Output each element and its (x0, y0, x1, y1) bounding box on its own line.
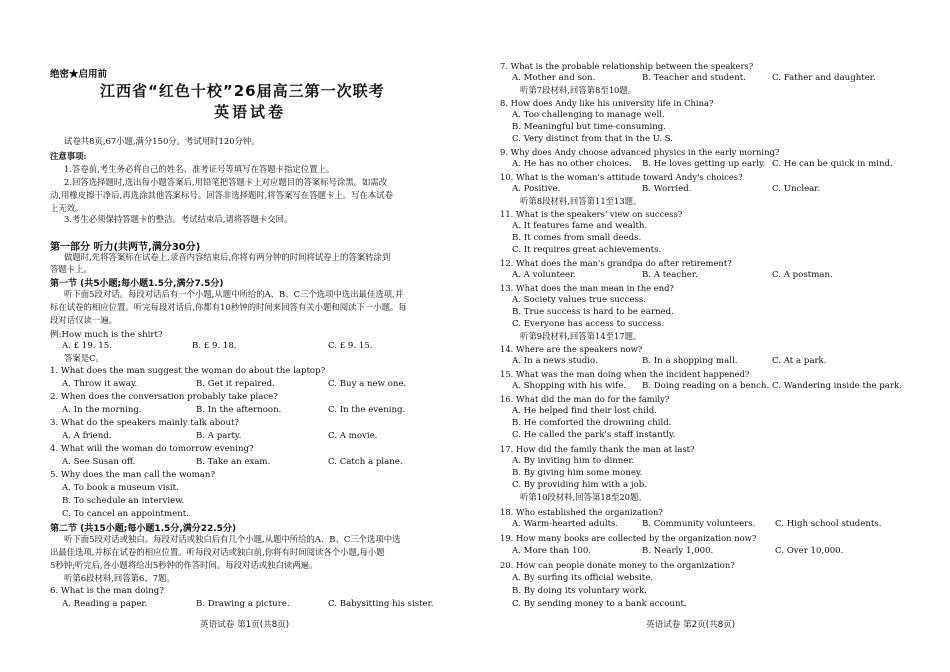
part1-instruction: 答题卡上。 (50, 264, 92, 274)
q7-option-a: A. Mother and son. (512, 73, 596, 83)
question-4: 4. What will the woman do tomorrow evening? (50, 444, 254, 454)
question-2: 2. When does the conversation probably take place? (50, 392, 278, 402)
q18-option-b: B. Community volunteers. (642, 519, 756, 529)
q5-option-b: B. To schedule an interview. (62, 496, 185, 506)
material-8-label: 听第8段材料,回答第11至13题。 (520, 196, 642, 206)
confidential-label: 绝密★启用前 (50, 69, 108, 80)
q20-option-b: B. By doing its voluntary work. (512, 586, 647, 596)
q18-option-a: A. Warm-hearted adults. (512, 519, 619, 529)
material-6-label: 听第6段材料,回答第6、7题。 (64, 573, 175, 583)
q16-option-b: B. He comforted the drowning child. (512, 418, 672, 428)
q20-option-c: C. By sending money to a bank account. (512, 599, 687, 609)
example-option-b: B. £ 9. 18. (192, 341, 237, 351)
q17-option-b: B. By giving him some money. (512, 468, 643, 478)
question-14: 14. Where are the speakers now? (500, 344, 643, 354)
q13-option-c: C. Everyone has access to success. (512, 319, 665, 329)
q12-option-a: A. A volunteer. (512, 270, 576, 280)
q11-option-a: A. It features fame and wealth. (512, 221, 648, 231)
q6-option-c: C. Babysitting his sister. (328, 599, 434, 609)
exam-info: 试卷共8页,67小题,满分150分。考试用时120分钟。 (64, 136, 260, 146)
q1-option-c: C. Buy a new one. (328, 379, 407, 389)
q15-option-c: C. Wandering inside the park. (772, 381, 902, 391)
question-18: 18. Who established the organization? (500, 507, 663, 517)
q9-option-b: B. He loves getting up early. (642, 159, 766, 169)
q10-option-a: A. Positive. (512, 184, 561, 194)
q4-option-b: B. Take an exam. (196, 457, 271, 467)
question-1: 1. What does the man suggest the woman do about the laptop? (50, 366, 326, 376)
material-7-label: 听第7段材料,回答第8至10题。 (520, 85, 637, 95)
q13-option-a: A. Society values true success. (512, 295, 647, 305)
q16-option-c: C. He called the park's staff instantly. (512, 430, 676, 440)
note-line: 上无效。 (50, 203, 84, 213)
q10-option-c: C. Unclear. (772, 184, 821, 194)
exam-subtitle: 英语试卷 (214, 103, 287, 121)
q17-option-a: A. By inviting him to dinner. (512, 456, 635, 466)
question-16: 16. What did the man do for the family? (500, 394, 670, 404)
example-answer: 答案是C。 (64, 353, 104, 363)
exam-title: 江西省“红色十校”26届高三第一次联考 (100, 82, 385, 100)
q7-option-b: B. Teacher and student. (642, 73, 746, 83)
q2-option-b: B. In the afternoon. (196, 405, 282, 415)
q3-option-c: C. A movie. (328, 431, 378, 441)
question-3: 3. What do the speakers mainly talk about? (50, 418, 240, 428)
q9-option-a: A. He has no other choices. (512, 159, 632, 169)
page-footer: 英语试卷 第1页(共8页) (200, 620, 290, 630)
q3-option-a: A. A friend. (62, 431, 112, 441)
question-13: 13. What does the man mean in the end? (500, 283, 674, 293)
q5-option-c: C. To cancel an appointment. (62, 509, 189, 519)
material-9-label: 听第9段材料,回答第14至17题。 (520, 331, 642, 341)
material-10-label: 听第10段材料,回答第18至20题。 (520, 492, 647, 502)
q8-option-b: B. Meaningful but time-consuming. (512, 122, 666, 132)
q19-option-c: C. Over 10,000. (775, 546, 844, 556)
q12-option-c: C. A postman. (772, 270, 833, 280)
question-9: 9. Why does Andy choose advanced physics in the early morning? (500, 147, 780, 157)
question-20: 20. How can people donate money to the organization? (500, 560, 735, 570)
section1-instruction: 段对话仅读一遍。 (50, 315, 117, 325)
part1-instruction: 做题时,先将答案标在试卷上,录音内容结束后,你将有两分钟的时间将试卷上的答案转涂到 (64, 252, 391, 262)
q14-option-a: A. In a news studio. (512, 356, 598, 366)
q2-option-a: A. In the morning. (62, 405, 142, 415)
q17-option-c: C. By providing him with a job. (512, 480, 647, 490)
part1-heading: 第一部分 听力(共两节,满分30分) (50, 242, 201, 253)
q15-option-a: A. Shopping with his wife. (512, 381, 627, 391)
question-12: 12. What does the man's grandpa do after retirement? (500, 258, 732, 268)
section2-instruction: 听下面5段对话或独白。每段对话或独白后有几个小题,从题中所给的A、B、C三个选项中选 (64, 534, 401, 544)
q1-option-b: B. Get it repaired. (196, 379, 275, 389)
q7-option-c: C. Father and daughter. (772, 73, 876, 83)
question-5: 5. Why does the man call the woman? (50, 470, 216, 480)
question-6: 6. What is the man doing? (50, 586, 164, 596)
q8-option-c: C. Very distinct from that in the U. S. (512, 134, 674, 144)
question-17: 17. How did the family thank the man at last? (500, 444, 695, 454)
q4-option-c: C. Catch a plane. (328, 457, 403, 467)
q13-option-b: B. True success is hard to be earned. (512, 307, 674, 317)
note-line: 动,用橡皮擦干净后,再选涂其他答案标号。回答非选择题时,将答案写在答题卡上。写在本试卷 (50, 190, 393, 200)
q14-option-b: B. In a shopping mall. (642, 356, 738, 366)
q6-option-a: A. Reading a paper. (62, 599, 148, 609)
q19-option-a: A. More than 100. (512, 546, 592, 556)
example-option-a: A. £ 19. 15. (62, 341, 112, 351)
q16-option-a: A. He helped find their lost child. (512, 406, 657, 416)
q11-option-b: B. It comes from small deeds. (512, 233, 642, 243)
note-line: 1.答卷前,考生务必将自己的姓名、准考证号等填写在答题卡指定位置上。 (64, 164, 335, 174)
q2-option-c: C. In the evening. (328, 405, 406, 415)
question-15: 15. What was the man doing when the incident happened? (500, 369, 750, 379)
section2-instruction: 出最佳选项,并标在试卷的相应位置。听每段对话或独白前,你将有时间阅读各个小题,每小题 (50, 547, 385, 557)
question-11: 11. What is the speakers' view on success? (500, 209, 683, 219)
q18-option-c: C. High school students. (775, 519, 882, 529)
section2-instruction: 5秒钟;听完后,各小题将给出5秒钟的作答时间。每段对话或独白读两遍。 (50, 560, 318, 570)
q14-option-c: C. At a park. (772, 356, 827, 366)
page-footer: 英语试卷 第2页(共8页) (646, 620, 736, 630)
q5-option-a: A. To book a museum visit. (62, 483, 179, 493)
note-line: 2.回答选择题时,选出每小题答案后,用铅笔把答题卡上对应题目的答案标号涂黑。如需改 (64, 177, 388, 187)
q11-option-c: C. It requires great achievements. (512, 245, 662, 255)
question-19: 19. How many books are collected by the organization now? (500, 533, 757, 543)
q15-option-b: B. Doing reading on a bench. (642, 381, 770, 391)
q10-option-b: B. Worried. (642, 184, 692, 194)
section1-instruction: 听下面5段对话。每段对话后有一个小题,从题中所给的A、B、C三个选项中选出最佳选项,并 (64, 289, 404, 299)
q1-option-a: A. Throw it away. (62, 379, 138, 389)
notes-heading: 注意事项: (50, 151, 87, 161)
section1-heading: 第一节 (共5小题;每小题1.5分,满分7.5分) (50, 279, 224, 289)
section2-heading: 第二节 (共15小题;每小题1.5分,满分22.5分) (50, 524, 237, 534)
question-7: 7. What is the probable relationship between the speakers? (500, 61, 754, 71)
q12-option-b: B. A teacher. (642, 270, 698, 280)
q3-option-b: B. A party. (196, 431, 242, 441)
example-option-c: C. £ 9. 15. (328, 341, 373, 351)
example-question: 例:How much is the shirt? (50, 330, 163, 340)
q8-option-a: A. Too challenging to manage well. (512, 110, 665, 120)
q6-option-b: B. Drawing a picture. (196, 599, 290, 609)
q9-option-c: C. He can be quick in mind. (772, 159, 893, 169)
question-10: 10. What is the woman's attitude toward Andy's choices? (500, 172, 743, 182)
q19-option-b: B. Nearly 1,000. (642, 546, 714, 556)
question-8: 8. How does Andy like his university life in China? (500, 98, 714, 108)
section1-instruction: 标在试卷的相应位置。听完每段对话后,你都有10秒钟的时间来回答有关小题和阅读下一小题。每 (50, 302, 407, 312)
q20-option-a: A. By surfing its official website. (512, 573, 654, 583)
note-line: 3.考生必须保持答题卡的整洁。考试结束后,请将答题卡交回。 (64, 214, 293, 224)
q4-option-a: A. See Susan off. (62, 457, 136, 467)
